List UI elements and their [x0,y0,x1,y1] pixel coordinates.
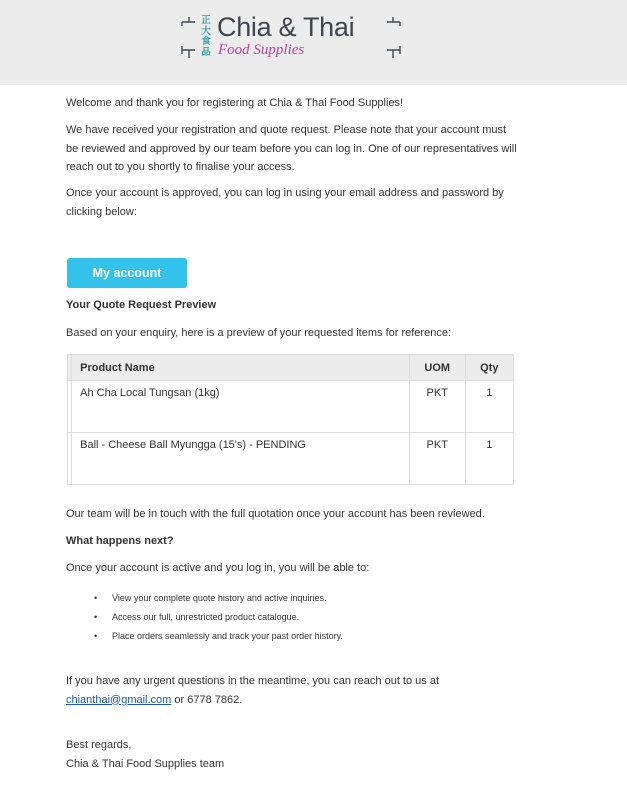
contact-intro: If you have any urgent questions in the meantime, you can reach out to us at [66,675,440,687]
logo-cjk-char: 食 [201,36,211,47]
quote-preview-description: Based on your enquiry, here is a preview of your requested items for reference: [66,327,451,339]
product-name-cell: Ah Cha Local Tungsan (1kg) [72,381,410,433]
contact-phone-text: or 6778 7862. [171,693,243,706]
list-item: • View your complete quote history and active inquiries. [94,589,343,608]
capabilities-list [94,589,343,646]
logo-tagline: Food Supplies [218,42,305,58]
my-account-button[interactable]: My account [67,258,187,288]
logo-wordmark: Chia & Thai [217,12,355,42]
qty-cell: 1 [465,433,513,485]
uom-cell: PKT [409,381,465,433]
quote-items-table [67,354,514,485]
table-row [68,381,514,433]
logo-cjk-char: 正 [201,15,211,26]
column-header-product: Product Name [72,355,410,381]
next-steps-intro: Once your account is active and you log in, you will be able to: [66,562,370,574]
review-notice-text: We have received your registration and quote request. Please note that your account must be reviewed and approved by our team before you can log in. One of our representatives will reach out to you shortly to finalise your access. [66,124,517,173]
logo-cjk-char: 大 [201,25,211,37]
list-item: • Place orders seamlessly and track your past order history. [94,627,343,646]
table-header-row [68,355,514,381]
logo-chinese-characters [199,16,213,58]
list-item: • Access our full, unrestricted product catalogue. [94,608,343,627]
logo-cjk-char: 品 [201,46,211,58]
email-header [0,0,627,85]
signoff-team: Chia & Thai Food Supplies team [66,758,225,770]
welcome-text: Welcome and thank you for registering at Chia & Thai Food Supplies! [66,97,404,109]
column-header-uom: UOM [409,355,465,381]
signoff-regards: Best regards, [66,739,132,751]
product-name-cell: Ball - Cheese Ball Myungga (15's) - PENDING [72,433,410,485]
quote-preview-heading: Your Quote Request Preview [66,299,217,311]
contact-email-link[interactable]: chianthai@gmail.com [66,693,172,706]
column-header-qty: Qty [465,355,513,381]
qty-cell: 1 [465,381,513,433]
table-row [68,433,514,485]
next-steps-heading: What happens next? [66,535,174,547]
uom-cell: PKT [409,433,465,485]
contact-text [66,672,521,709]
brand-logo [180,14,402,62]
quotation-followup-text: Our team will be in touch with the full quotation once your account has been reviewed. [66,508,485,520]
login-instructions-text: Once your account is approved, you can log in using your email address and password by clicking below: [66,187,504,218]
